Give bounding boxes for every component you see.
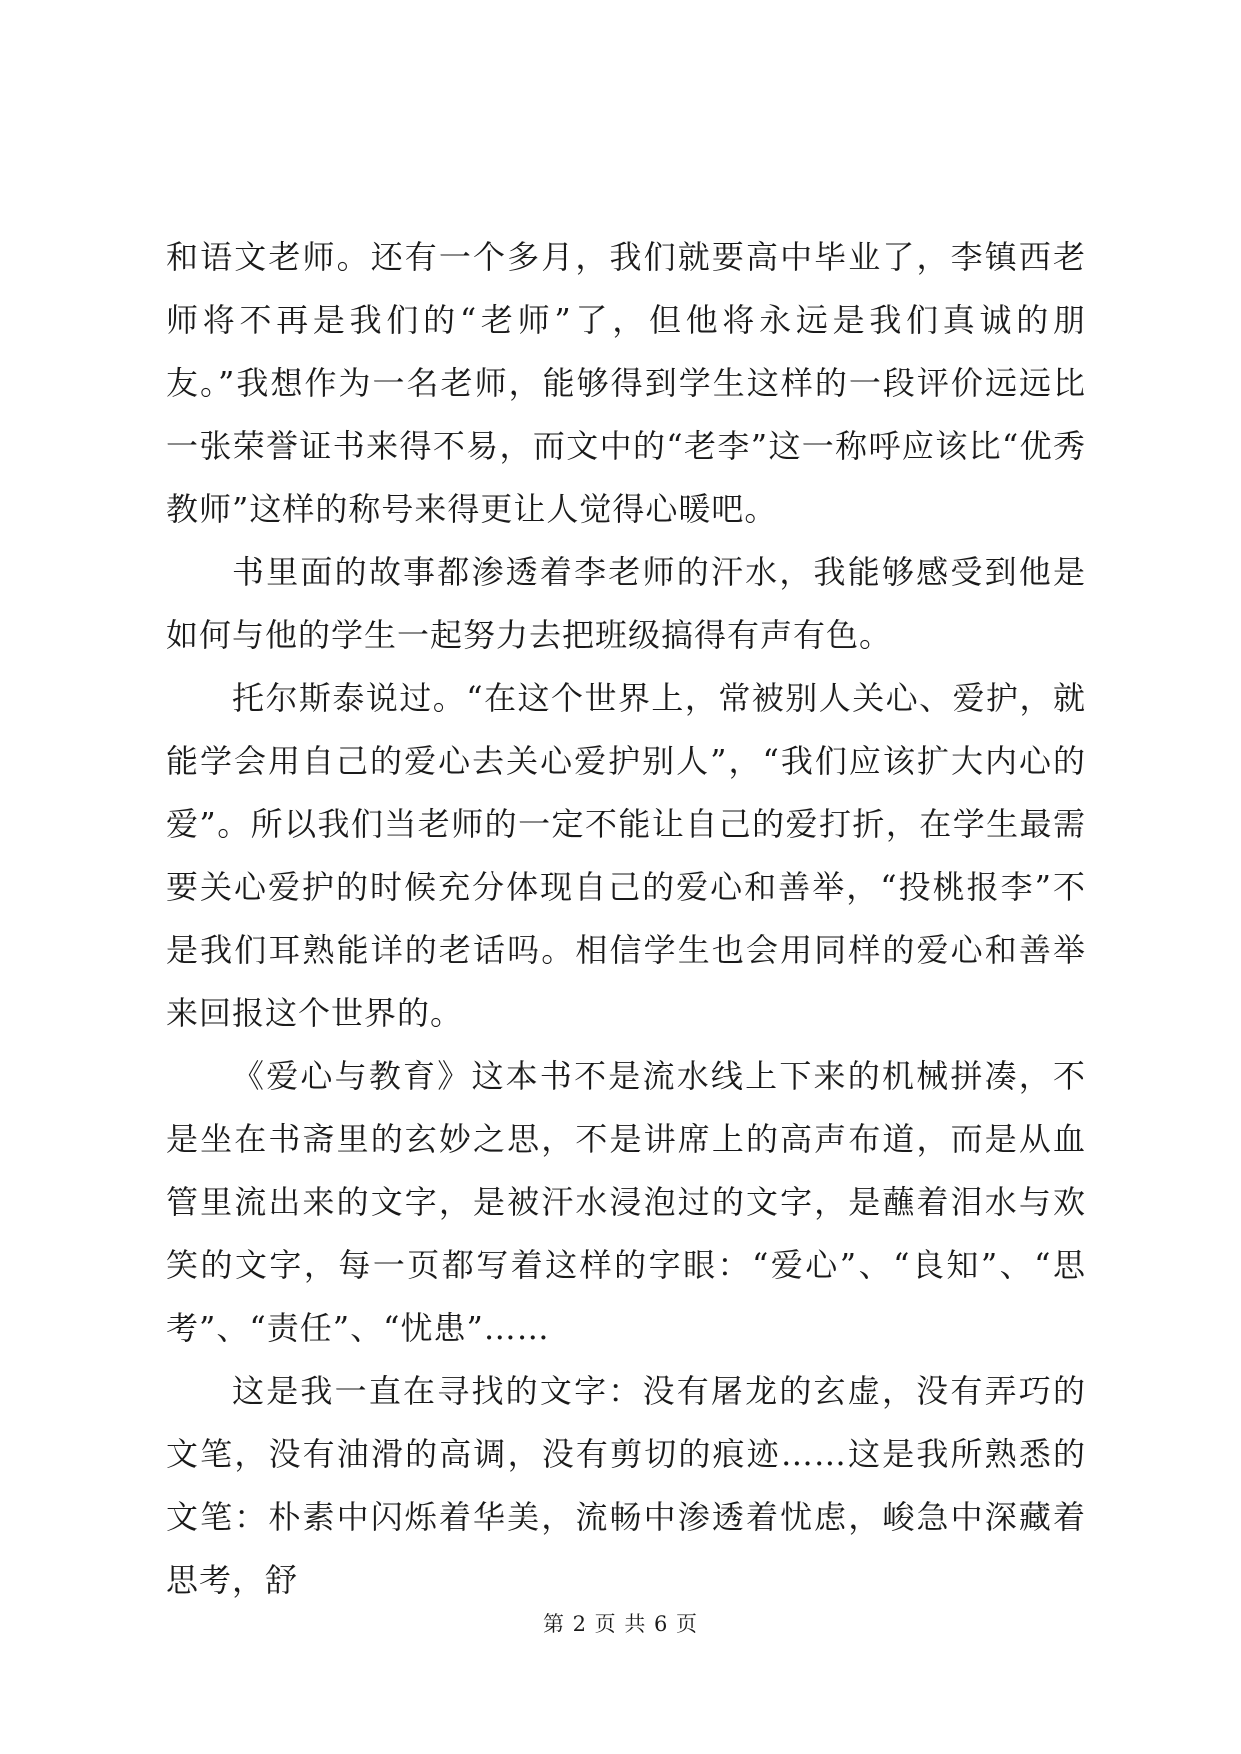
paragraph-3: 托尔斯泰说过。“在这个世界上，常被别人关心、爱护，就能学会用自己的爱心去关心爱护别人”，“我们应该扩大内心的爱”。所以我们当老师的一定不能让自己的爱打折，在学生最需要关心爱护的时候充分体现自己的爱心和善举，“投桃报李”不是我们耳熟能详的老话吗。相信学生也会用同样的爱心和善举来回报这个世界的。 xyxy=(166,679,1086,1032)
paragraph-4: 《爱心与教育》这本书不是流水线上下来的机械拼凑，不是坐在书斋里的玄妙之思，不是讲席上的高声布道，而是从血管里流出来的文字，是被汗水浸泡过的文字，是蘸着泪水与欢笑的文字，每一页都写着这样的字眼：“爱心”、“良知”、“思考”、“责任”、“忧患”…… xyxy=(166,1057,1086,1347)
paragraph-1: 和语文老师。还有一个多月，我们就要高中毕业了，李镇西老师将不再是我们的“老师”了，但他将永远是我们真诚的朋友。”我想作为一名老师，能够得到学生这样的一段评价远远比一张荣誉证书来得不易，而文中的“老李”这一称呼应该比“优秀教师”这样的称号来得更让人觉得心暖吧。 xyxy=(166,238,1086,528)
paragraph-5: 这是我一直在寻找的文字：没有屠龙的玄虚，没有弄巧的文笔，没有油滑的高调，没有剪切的痕迹……这是我所熟悉的文笔：朴素中闪烁着华美，流畅中渗透着忧虑，峻急中深藏着思考，舒 xyxy=(166,1372,1086,1599)
document-body xyxy=(166,226,1086,1612)
page-number-footer: 第 2 页 共 6 页 xyxy=(542,1612,699,1636)
paragraph-2: 书里面的故事都渗透着李老师的汗水，我能够感受到他是如何与他的学生一起努力去把班级搞得有声有色。 xyxy=(166,553,1086,654)
